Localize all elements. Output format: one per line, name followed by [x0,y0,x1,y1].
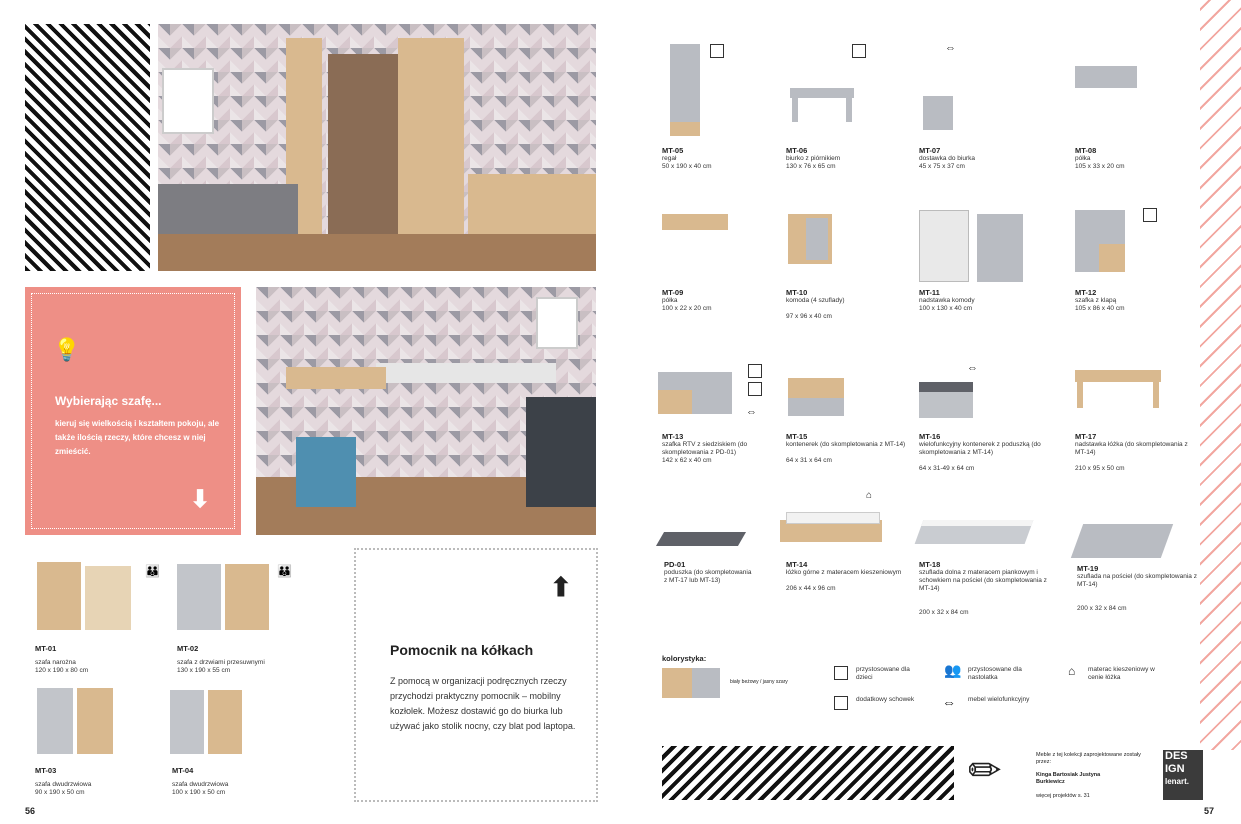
product-name: biurko z piórnikiem [786,155,841,162]
product-mt10[interactable] [786,190,906,330]
product-code: MT-16 [919,432,941,441]
product-mt06[interactable] [786,40,906,180]
legend-mattress-text: materac kieszeniowy w cenie łóżka [1088,666,1155,681]
product-name: półka [662,297,678,304]
product-mt07[interactable] [919,40,1039,180]
product-code: MT-04 [172,766,194,775]
footer-chevron-pattern [662,746,954,800]
product-size: 105 x 33 x 20 cm [1075,163,1125,170]
product-code: PD-01 [664,560,686,569]
product-size: 50 x 190 x 40 cm [662,163,712,170]
product-size: 64 x 31 x 64 cm [786,457,832,464]
chevron-pattern [25,24,150,271]
multi-icon: ⇔ [746,406,757,418]
product-name: regał [662,155,677,162]
storage-icon [834,696,848,710]
kid-icon [834,666,848,680]
desk-room-photo [256,287,596,535]
designers: Kinga Bartosiak Justyna Burkiewicz [1036,772,1101,785]
product-mt11[interactable] [919,190,1039,330]
product-size: 100 x 22 x 20 cm [662,305,712,312]
product-code: MT-13 [662,432,684,441]
product-name: szafka RTV z siedziskiem (do skompletowania z PD-01) [662,441,748,456]
product-name: szuflada dolna z materacem piankowym i schowkiem na pościel (do skompletowania z MT-14) [919,569,1047,592]
product-name: nadstawka komody [919,297,975,304]
callout-body: kieruj się wielkością i kształtem pokoju, ale także ilością rzeczy, które chcesz w niej zmieścić. [55,419,220,456]
product-size: 200 x 32 x 84 cm [1077,605,1127,612]
product-code: MT-19 [1077,564,1099,573]
mattress-icon: ⌂ [866,490,873,501]
product-size: 142 x 62 x 40 cm [662,457,712,464]
product-size: 200 x 32 x 84 cm [919,609,969,616]
product-mt05[interactable] [662,40,782,180]
product-code: MT-18 [919,560,941,569]
product-mt14[interactable] [778,490,918,620]
design-lenart-logo: DES IGN lenart. [1163,750,1203,800]
tip-callout [25,287,241,535]
legend-multi-text: mebel wielofunkcyjny [968,696,1030,703]
zigzag-pattern [1200,0,1241,750]
teen-icon: 👥 [944,662,962,678]
product-code: MT-02 [177,644,199,653]
product-name: szafa dwudrzwiowa [35,781,92,788]
product-code: MT-09 [662,288,684,297]
storage-icon [852,44,866,58]
product-pd01[interactable] [660,510,785,620]
lightbulb-icon: 💡 [53,337,81,362]
design-tools-icon: ✏ [968,749,1002,793]
credit-intro: Meble z tej kolekcji zaprojektowane zostały przez: [1036,752,1141,765]
callout-title: Wybierając szafę... [55,394,162,408]
product-size: 130 x 190 x 55 cm [177,667,231,674]
product-name: dostawka do biurka [919,155,976,162]
color-swatch-grey [692,668,720,698]
multi-icon: ⇔ [942,694,956,710]
product-size: 206 x 44 x 96 cm [786,585,836,592]
product-mt08[interactable] [1075,40,1195,180]
product-name: komoda (4 szuflady) [786,297,845,304]
product-name: wielofunkcyjny kontenerek z poduszką (do skompletowania z MT-14) [919,441,1041,456]
product-name: kontenerek (do skompletowania z MT-14) [786,441,906,448]
product-mt12[interactable] [1075,190,1195,330]
multi-icon: ⇔ [967,362,978,374]
product-size: 45 x 75 x 37 cm [919,163,965,170]
product-size: 120 x 190 x 80 cm [35,667,89,674]
helper-body: Z pomocą w organizacji podręcznych rzeczy przychodzi praktyczny pomocnik – mobilny kozłolek. Możesz dostawić go do biurka lub używać jako stolik nocny, czy blat pod laptopa. [390,676,576,731]
storage-icon [748,382,762,396]
product-code: MT-15 [786,432,808,441]
product-name: szafa narożna [35,659,76,666]
product-name: szafa dwudrzwiowa [172,781,229,788]
arrow-down-icon: ⬇ [190,486,211,513]
arrow-up-icon: ⬆ [550,572,572,602]
product-name: nadstawka łóżka (do skompletowania z MT-14) [1075,441,1188,456]
product-name: półka [1075,155,1091,162]
product-mt18[interactable] [919,510,1069,630]
product-mt19[interactable] [1075,510,1200,620]
helper-title: Pomocnik na kółkach [390,642,534,658]
product-size: 130 x 76 x 65 cm [786,163,836,170]
product-name: szafa z drzwiami przesuwnymi [177,659,265,666]
product-name: łóżko górne z materacem kieszeniowym [786,569,902,576]
product-mt13[interactable] [658,360,786,500]
product-code: MT-12 [1075,288,1097,297]
kid-icon: 👪 [277,564,292,578]
legend [662,652,1192,722]
product-size: 105 x 86 x 40 cm [1075,305,1125,312]
product-name: szuflada na pościel (do skompletowania z MT-14) [1077,573,1197,588]
helper-box [354,548,598,802]
product-size: 64 x 31-49 x 64 cm [919,465,975,472]
legend-kid-text: przystosowane dla dzieci [856,666,910,681]
product-mt15[interactable] [786,360,914,500]
product-name: poduszka (do skompletowania z MT-17 lub MT-13) [664,569,752,584]
product-mt16[interactable] [919,360,1059,500]
corner-icon [710,44,724,58]
product-code: MT-07 [919,146,941,155]
product-size: 90 x 190 x 50 cm [35,789,85,796]
product-code: MT-05 [662,146,684,155]
product-size: 210 x 95 x 50 cm [1075,465,1125,472]
storage-icon [1143,208,1157,222]
product-code: MT-14 [786,560,808,569]
color-label: kolorystyka: [662,654,707,663]
product-name: szafka z klapą [1075,297,1117,304]
legend-teen-text: przystosowane dla nastolatka [968,666,1022,681]
product-code: MT-06 [786,146,808,155]
product-code: MT-03 [35,766,57,775]
product-code: MT-11 [919,288,940,297]
page-number-left: 56 [25,806,36,816]
product-size: 100 x 130 x 40 cm [919,305,973,312]
product-mt09[interactable] [662,190,782,330]
product-code: MT-10 [786,288,808,297]
kid-icon: 👪 [145,564,160,578]
multi-icon: ⇔ [945,42,956,54]
corner-icon [748,364,762,378]
product-mt17[interactable] [1075,360,1200,500]
product-size: 97 x 96 x 40 cm [786,313,832,320]
wardrobe-room-photo [158,24,596,271]
color-swatch-wood [662,668,692,698]
product-size: 100 x 190 x 50 cm [172,789,226,796]
product-code: MT-08 [1075,146,1097,155]
product-code: MT-01 [35,644,57,653]
more-projects: więcej projektów s. 31 [1036,793,1090,799]
product-code: MT-17 [1075,432,1097,441]
color-name: biały beżowy / jasny szary [730,679,788,685]
page-number-right: 57 [1204,806,1215,816]
legend-storage-text: dodatkowy schowek [856,696,915,703]
mattress-icon: ⌂ [1068,664,1076,678]
